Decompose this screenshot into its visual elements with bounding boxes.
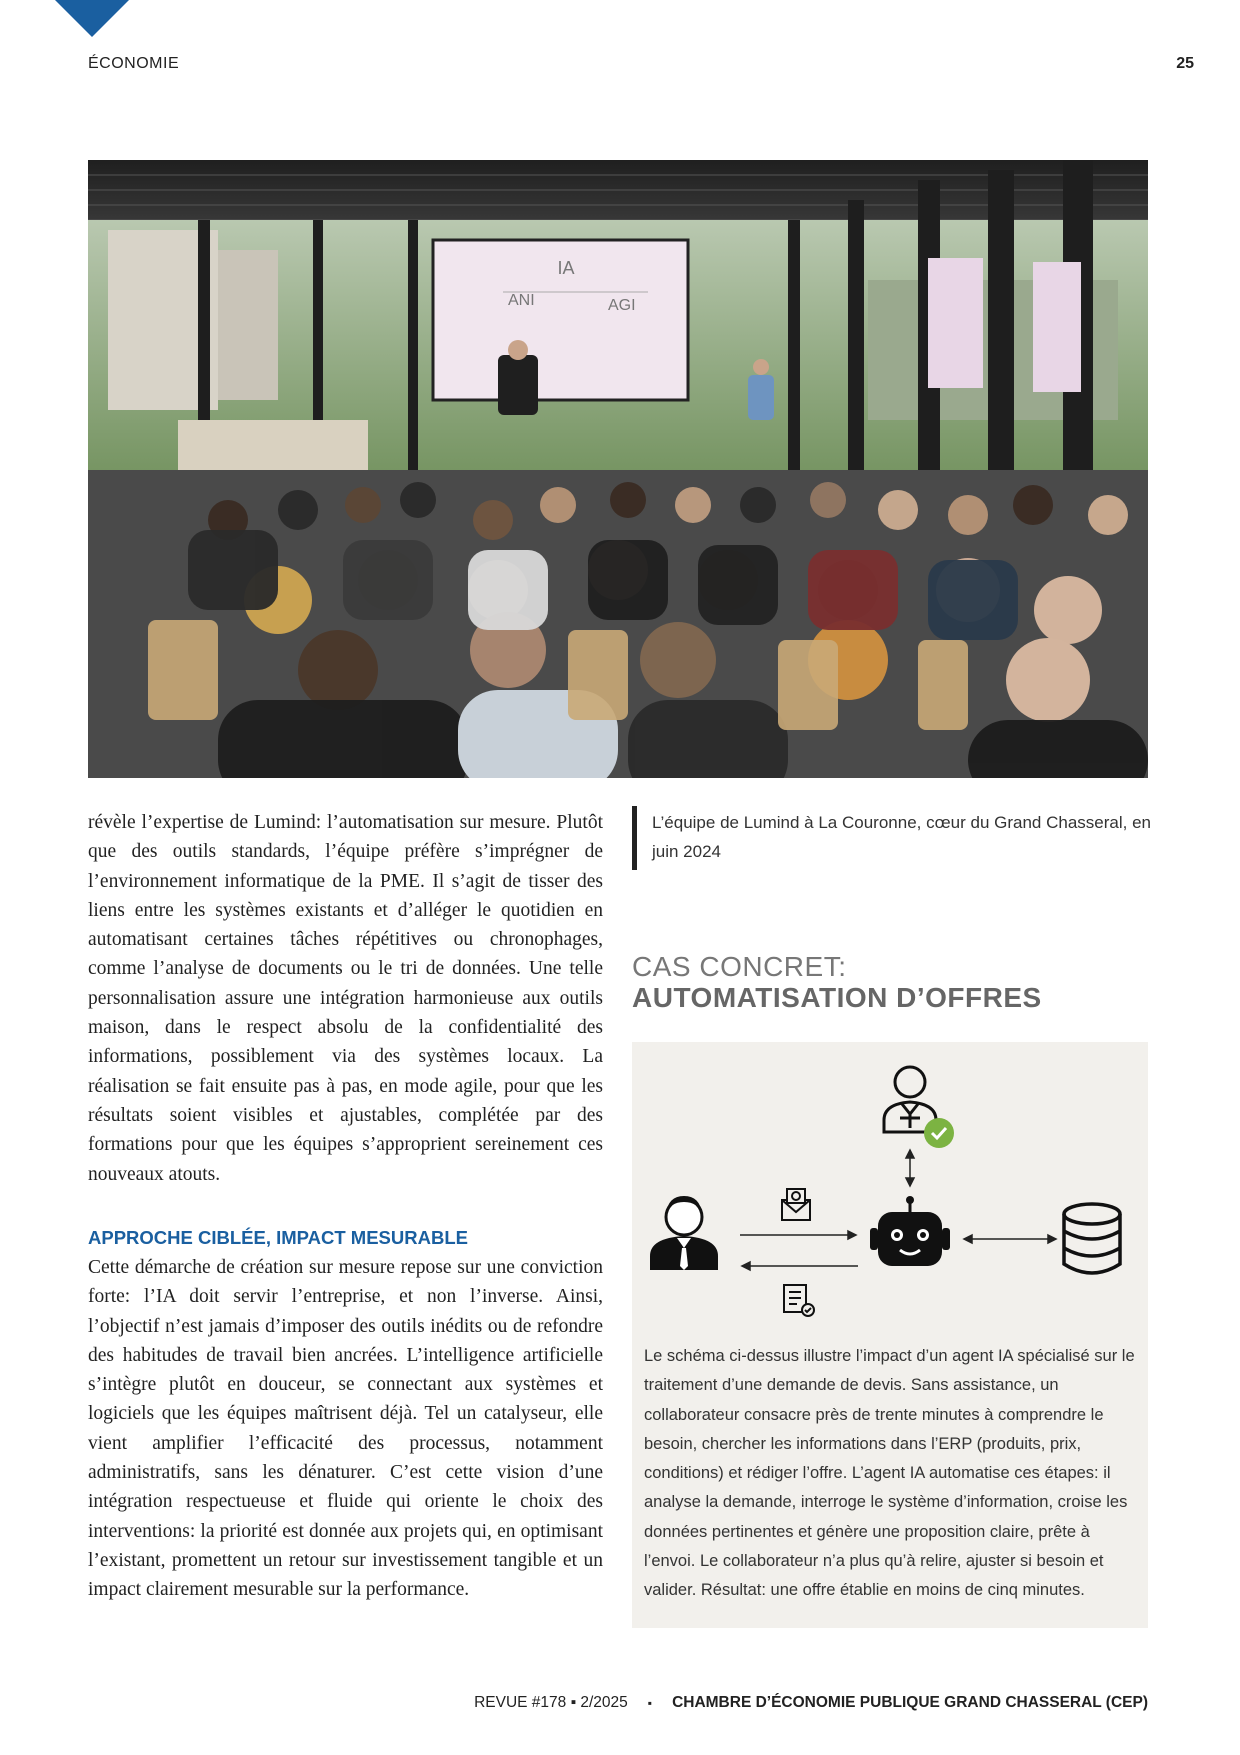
footer-separator: ▪ <box>647 1695 653 1710</box>
corner-triangle <box>55 0 129 37</box>
client-person-icon <box>650 1196 718 1270</box>
event-photo-illustration <box>88 160 1148 778</box>
left-column-section-2 <box>88 1227 603 1249</box>
page-number: 25 <box>1176 55 1194 72</box>
slide-label-agi: AGI <box>608 297 636 314</box>
section-label: ÉCONOMIE <box>88 55 180 72</box>
case-study-box <box>632 1042 1148 1628</box>
case-study-title <box>632 952 1042 1014</box>
database-icon <box>1064 1204 1120 1273</box>
email-icon <box>782 1189 810 1220</box>
body-paragraph-1: révèle l’expertise de Lumind: l’automatisation sur mesure. Plutôt que des outils standards, l’équipe préfère s’imprégner de l’environnement informatique de la PME. Il s’agit de tisser des liens entre les systèmes existants et d’alléger le quotidien en automatisant certaines tâches répétitives ou chronophages, comme l’analyse de documents ou le tri de données. Une telle personnalisation assure une intégration harmonieuse aux outils maison, dans le respect absolu de la confidentialité des informations, possiblement via des systèmes locaux. La réalisation se fait ensuite pas à pas, en mode agile, pour que les résultats soient visibles et ajustables, complétée par des formations pour que les équipes s’approprient sereinement ces nouveaux atouts. <box>88 812 603 1185</box>
robot-icon <box>870 1196 950 1266</box>
body-paragraph-2: Cette démarche de création sur mesure repose sur une conviction forte: l’IA doit servir l’entreprise, et non l’inverse. Ainsi, l’objectif n’est jamais d’imposer des outils inédits ou de refondre des habitudes de travail bien ancrées. L’intelligence artificielle s’intègre plutôt en douceur, se connectant aux systèmes et logiciels que les équipes maîtrisent déjà. Tel un catalyseur, elle vient amplifier l’efficacité des processus, notamment administratifs, sans les dénaturer. C’est cette vision d’une intégration respectueuse et fluide qui oriente le choix des interventions: la priorité est donnée aux projets qui, en optimisant l’existant, promettent un retour sur investissement tangible et un impact clairement mesurable sur la performance. <box>88 1257 603 1601</box>
photo-caption: L’équipe de Lumind à La Couronne, cœur du Grand Chasseral, en juin 2024 <box>652 813 1151 861</box>
slide-title-ia: IA <box>557 258 575 278</box>
page-footer <box>0 1694 1148 1712</box>
workflow-diagram <box>632 1042 1148 1332</box>
left-column <box>88 808 603 1189</box>
case-study-description: Le schéma ci-dessus illustre l’impact d’un agent IA spécialisé sur le traitement d’une demande de devis. Sans assistance, un collaborateur consacre près de trente minutes à comprendre le besoin, chercher les informations dans l’ERP (produits, prix, conditions) et rédiger l’offre. L’agent IA automatise ces étapes: il analyse la demande, interroge le système d’information, croise les données pertinentes et génère une proposition claire, prête à l’envoi. Le collaborateur n’a plus qu’à relire, ajuster si besoin et valider. Résultat: une offre établie en moins de cinq minutes. <box>644 1347 1135 1600</box>
photo-caption-block <box>632 806 1172 870</box>
invoice-icon <box>784 1285 814 1316</box>
footer-organization: CHAMBRE D’ÉCONOMIE PUBLIQUE GRAND CHASSERAL (CEP) <box>672 1694 1148 1711</box>
footer-issue: REVUE #178 ▪ 2/2025 <box>474 1694 628 1711</box>
vertical-arrow <box>906 1150 914 1186</box>
event-photo <box>88 160 1148 778</box>
check-badge-icon <box>924 1118 954 1148</box>
response-arrow <box>742 1262 858 1270</box>
request-arrow <box>740 1231 856 1239</box>
slide-label-ani: ANI <box>508 292 535 309</box>
case-study-title-line2: AUTOMATISATION D’OFFRES <box>632 982 1042 1013</box>
section-heading: APPROCHE CIBLÉE, IMPACT MESURABLE <box>88 1227 468 1248</box>
validator-person-icon <box>884 1067 936 1132</box>
case-study-title-line1: CAS CONCRET: <box>632 951 847 982</box>
database-arrow <box>964 1235 1056 1243</box>
left-column-body-2 <box>88 1253 603 1605</box>
